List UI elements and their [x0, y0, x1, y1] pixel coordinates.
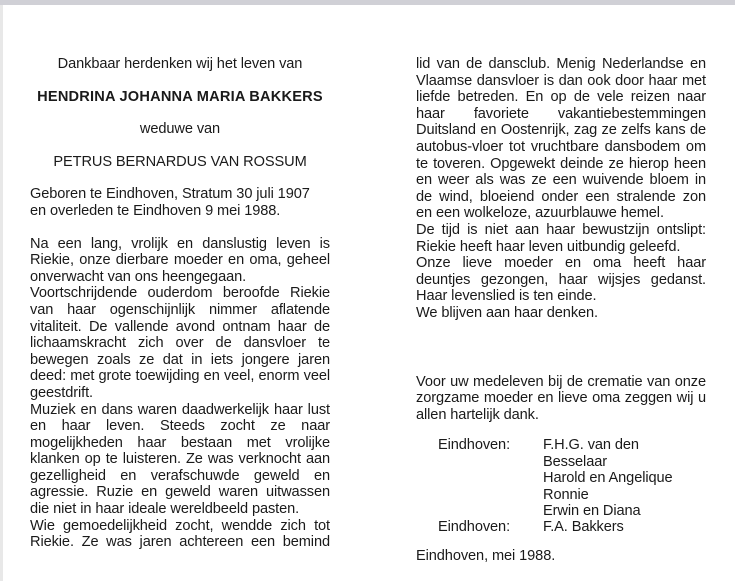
signature-name: Harold en Angelique	[543, 470, 673, 487]
signature-place	[438, 470, 543, 486]
signatures	[438, 437, 706, 535]
signature-name: F.A. Bakkers	[543, 519, 624, 536]
signature-place	[438, 503, 543, 519]
spouse-name: PETRUS BERNARDUS VAN ROSSUM	[53, 153, 307, 170]
birth-line: Geboren te Eindhoven, Stratum 30 juli 1907	[30, 186, 310, 203]
relation-line: weduwe van	[139, 121, 221, 138]
paragraph-2: Voortschrijdende ouderdom beroofde Riekie van haar ogenschijnlijk nimmer aflatende vitaliteit. De vallende avond ontnam haar de lichaamskracht zich over de dansvloer te bewegen zoals ze dat in iets jongere jaren deed: met grote toewijding en veel, enorm veel geestdrift.	[30, 285, 330, 401]
signature-place: Eindhoven:	[438, 519, 511, 536]
paragraph-6: De tijd is niet aan haar bewustzijn ontslipt: Riekie heeft haar leven uitbundig geleefd.	[416, 221, 706, 255]
signature-name: Ronnie	[543, 486, 589, 503]
signature-name: F.H.G. van den Besselaar	[543, 437, 639, 470]
signature-place: Eindhoven:	[438, 437, 511, 454]
thanks-paragraph: Voor uw medeleven bij de crematie van onze zorgzame moeder en lieve oma zeggen wij u allen hartelijk dank.	[416, 373, 706, 423]
death-line: en overleden te Eindhoven 9 mei 1988.	[30, 202, 281, 219]
paragraph-1: Na een lang, vrolijk en danslustig leven is Riekie, onze dierbare moeder en oma, geheel onverwacht van ons heengegaan.	[30, 235, 330, 285]
right-column	[416, 56, 706, 564]
paragraph-5: lid van de dansclub. Menig Nederlandse en Vlaamse dansvloer is dan ook door haar met liefde betreden. En op de vele reizen naar haar favoriete vakantiebestemmingen Duitsland en Oostenrijk, zag ze zelfs kans de autobus-vloer tot vruchtbare dansbodem om te toveren. Opgewekt deinde ze hierop heen en weer als was ze een wuivende bloem in de wind, bloeiend onder een stralende zon en een wolkeloze, azuurblauwe hemel.	[416, 56, 706, 222]
paragraph-4: Wie gemoedelijkheid zocht, wendde zich tot Riekie. Ze was jaren achtereen een bemind	[30, 517, 330, 551]
signature-place	[438, 487, 543, 503]
signature-name: Erwin en Diana	[543, 502, 641, 519]
paragraph-3: Muziek en dans waren daadwerkelijk haar lust en haar leven. Steeds zocht ze naar mogelijkheden haar bestaan met vrolijke klanken op te luisteren. Ze was verknocht aan gezelligheid en verafschuwde geweld en agressie. Ruzie en geweld waren uitwassen die niet in haar ideale wereldbeeld pasten.	[30, 401, 330, 518]
paragraph-8: We blijven aan haar denken.	[416, 304, 599, 321]
paragraph-7: Onze lieve moeder en oma heeft haar deuntjes gezongen, haar wijsjes gedanst. Haar levenslied is ten einde.	[416, 255, 706, 305]
opening-line: Dankbaar herdenken wij het leven van	[57, 56, 303, 72]
closing-date: Eindhoven, mei 1988.	[416, 547, 556, 564]
left-column	[30, 56, 330, 551]
top-border	[0, 0, 735, 5]
deceased-name: HENDRINA JOHANNA MARIA BAKKERS	[37, 88, 323, 105]
left-edge-shadow	[0, 5, 3, 581]
